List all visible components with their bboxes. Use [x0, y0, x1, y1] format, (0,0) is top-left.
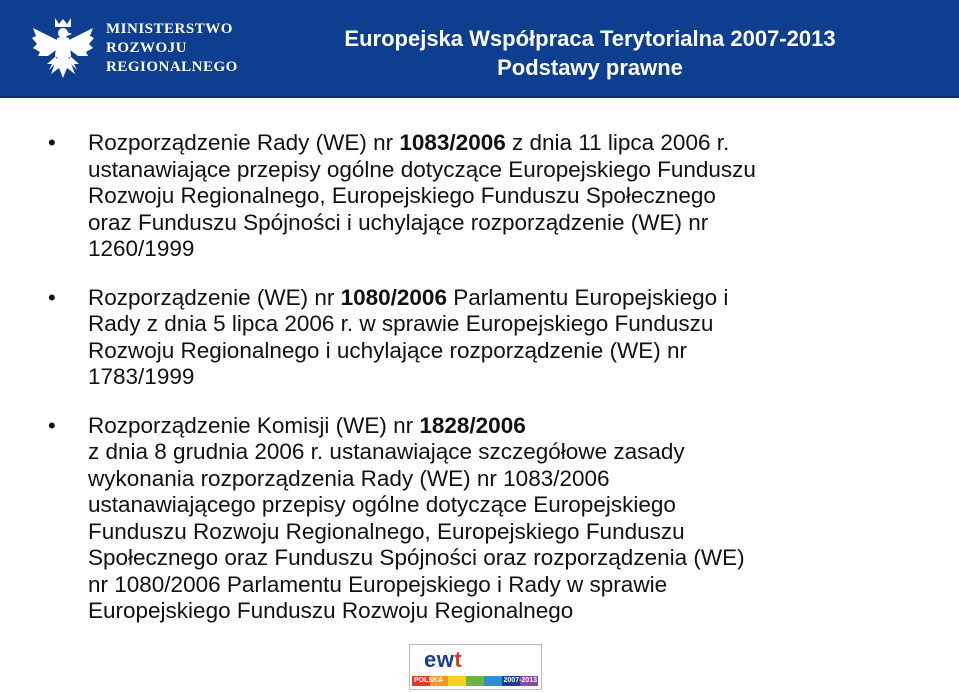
line-text: z dnia 11 lipca 2006 r. — [505, 130, 730, 155]
strip-segment — [466, 676, 484, 686]
strip-segment — [484, 676, 502, 686]
bullet-dot-icon: • — [48, 412, 56, 438]
logo-line-1: MINISTERSTWO — [106, 21, 233, 37]
list-item-line: Europejskiego Funduszu Rozwoju Regionalnego — [88, 598, 574, 623]
ewt-logo — [409, 644, 542, 690]
slide-header — [0, 0, 959, 98]
bullet-list — [48, 130, 928, 647]
slide-title — [250, 24, 930, 82]
slide-title-line-1: Europejska Współpraca Terytorialna 2007-2013 — [344, 26, 836, 51]
line-text: Rozporządzenie Komisji (WE) nr — [88, 412, 420, 438]
regulation-number: 1083/2006 — [399, 130, 506, 155]
ewt-letter-e: e — [424, 647, 437, 672]
logo-line-3: REGIONALNEGO — [106, 59, 238, 75]
list-item-line: Funduszu Rozwoju Regionalnego, Europejskiego Funduszu — [88, 518, 685, 544]
logo-line-2: ROZWOJU — [106, 40, 188, 56]
strip-segment — [448, 676, 466, 686]
list-item-line: Rozwoju Regionalnego i uchylające rozporządzenie (WE) nr — [88, 337, 688, 363]
ministry-logo — [30, 12, 238, 84]
ewt-letter-w: w — [436, 647, 455, 672]
list-item-line — [88, 413, 928, 440]
regulation-number: 1828/2006 — [419, 412, 526, 438]
regulation-number: 1080/2006 — [340, 284, 447, 310]
list-item-line: wykonania rozporządzenia Rady (WE) nr 1083/2006 — [88, 465, 610, 491]
slide-subtitle: Podstawy prawne — [497, 55, 683, 80]
list-item-line: oraz Funduszu Spójności i uchylające rozporządzenie (WE) nr — [88, 209, 709, 235]
ewt-logo-text — [424, 647, 462, 673]
line-text: Rozporządzenie (WE) nr — [88, 284, 341, 310]
list-item-line — [88, 130, 928, 157]
ewt-letter-t: t — [454, 647, 463, 672]
list-item-line: ustanawiającego przepisy ogólne dotyczące Europejskiego — [88, 492, 676, 517]
line-text: Rozporządzenie Rady (WE) nr — [88, 130, 400, 155]
ewt-country-label: POLSKA — [414, 677, 444, 684]
bullet-dot-icon: • — [48, 130, 56, 155]
list-item-line: 1260/1999 — [88, 236, 195, 261]
list-item — [48, 413, 928, 625]
list-item — [48, 285, 928, 391]
list-item-line: 1783/1999 — [88, 364, 195, 389]
ewt-period-label: 2007-2013 — [503, 677, 537, 684]
ministry-logo-text — [106, 20, 238, 77]
list-item — [48, 130, 928, 263]
list-item-line: Społecznego oraz Funduszu Spójności oraz rozporządzenia (WE) — [88, 545, 745, 570]
line-text: Parlamentu Europejskiego i — [446, 284, 729, 310]
list-item-line: ustanawiające przepisy ogólne dotyczące Europejskiego Funduszu — [88, 156, 756, 182]
list-item-line: nr 1080/2006 Parlamentu Europejskiego i Rady w sprawie — [88, 571, 668, 597]
polish-eagle-emblem-icon — [30, 16, 96, 80]
list-item-line: z dnia 8 grudnia 2006 r. ustanawiające szczegółowe zasady — [88, 439, 685, 464]
list-item-line — [88, 285, 928, 312]
list-item-line: Rozwoju Regionalnego, Europejskiego Funduszu Społecznego — [88, 183, 716, 208]
list-item-line: Rady z dnia 5 lipca 2006 r. w sprawie Europejskiego Funduszu — [88, 311, 714, 336]
bullet-dot-icon: • — [48, 284, 56, 310]
